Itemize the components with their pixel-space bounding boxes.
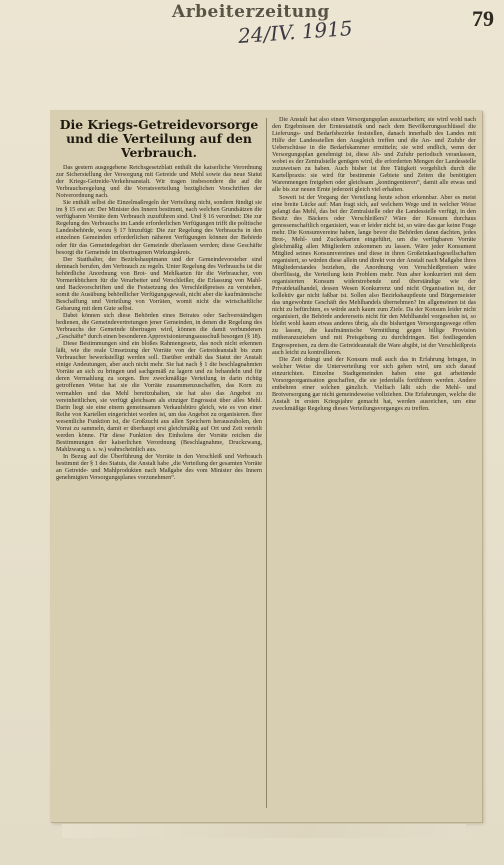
- right-paragraph-2: Soweit ist der Vorgang der Verteilung heute schon erkennbar. Aber es meist eine breite Lücke auf: Man fragt sich, auf welchem Wege und in welcher Weise gelangt das Mehl, das bei der Zentralstelle oder die Landesstelle verfügt, in den Besitz des Bäckers oder Verschleißers? Wäre der Konsum durchaus genossenschaftlich organisiert, was er leider nicht ist, so wäre das gar keine Frage mehr. Die Konsumvereine haben, lange bevor die Behörden daran dachten, jedes Brot-, Mehl- und Zuckerkarten eingeführt, um die verfügbaren Vorräte gleichmäßig allen Mitgliedern zukommen zu lassen. Wäre jeder Konsument Mitglied seines Konsumvereines und diese in ihren Großeinkaufsgesellschaften organisiert, so würden diese allein und direkt von der Anstalt nach Maßgabe ihres Mitgliederstandes beziehen, die Anordnung von Verschleißpreisen wäre überflüssig, die Verteilung kein Problem mehr. Nun aber konkurriert mit dem organisierten Konsum widerstrebende und überständige wie der Privatdetailhandel, dessen Wesen Konkurrenz und nicht Organisation ist, der kollektiv gar nicht faßbar ist. Sollen also Bezirkshauptleute und Bürgermeister das ungewohnte Geschäft des Mehlhandels übernehmen? Im allgemeinen ist das nicht zu befürchten, es würde auch kaum zum Ziele. Da der Konsum leider nicht organisiert, die Behörde andererseits nicht für den Mehlhandel vorgesehen ist, so bleibt wohl kaum etwas anderes übrig, als die bisherigen Versorgungswege offen zu lassen, die kaufmännische Vermittlung gegen billige Provision mitheranzuziehen und mit Preisgebung zu durchdringen. Bei festliegenden Engrospreisen, zu dem die Getreideanstalt die Ware abgibt, ist der Verschleißpreis auch leicht zu kontrollieren.: [272, 193, 476, 356]
- left-paragraph-3: Der Statthalter, der Bezirkshauptmann und der Gemeindevorsteher sind demnach berufen, den Verbrauch zu regeln. Unter Regelung des Verbrauchs ist die behördliche Anordnung von Brot- und Mehlkarten für die Verbraucher, von Vormerkbüchern für die Verarbeiter und Verschleißer, die Erlassung von Mahl- und Backvorschriften und die Festsetzung des Verschleißpreises zu verstehen, somit die Ausübung behördlicher Verfügungsgewalt, nicht aber die kaufmännische Beschaffung und Verteilung von Vorräten, womit nicht die wirtschaftliche Gebarung mit dem Gute selbst.: [56, 255, 262, 312]
- newspaper-masthead: Arbeiterzeitung: [172, 2, 330, 22]
- left-paragraph-4: Dabei können sich diese Behörden eines Beirates oder Sachverständigen bedienen, die Gemeindevertretungen jener Gemeinden, in denen die Regelung des Verbrauchs der Gemeinde übertragen wird, können die damit verbundenen „Geschäfte“ durch einen besonderen Approvisionierungsausschuß besorgen (§ 18).: [56, 311, 262, 341]
- newspaper-clipping: [50, 110, 482, 822]
- right-paragraph-3: Die Zeit drängt und der Konsum muß auch das in Erfahrung bringen, in welcher Weise die Unterverteilung vor sich gehen wird, um sich darauf einzurichten. Einzelne Stadtgemeinden haben eine gut arbeitende Vorsorgeorganisation geschaffen, die sie jedenfalls fortführen werden. Andere entbehren einer solchen gänzlich. Vielfach läßt sich die Mehl- und Brotversorgung gar nicht gemeindeweise vollziehen. Die Erfahrungen, welche die Anstalt in ersten Kriegsjahre gemacht hat, werden ausreichen, um eine zweckmäßige Regelung dieses Verteilungsvorganges zu treffen.: [272, 355, 476, 412]
- left-paragraph-2: Sie enthält selbst die Einzelmaßregeln der Verteilung nicht, sondern fündigt sie im § 15 erst an: Der Minister des Innern bestimmt, nach welchen Grundsätzen die verfügbaren Vorräte dem Verbrauch zuzuführen sind. Und § 16 verordnet: Die zur Regelung des Verbrauchs im Lande erforderlichen Verfügungen trifft die politische Landesbehörde, wozu § 17 hinzufügt: Die zur Regelung des Verbrauchs in den einzelnen Gemeinden erforderlichen näheren Verfügungen können der Behörde oder für das Gemeindegebiet der Gemeinde überlassen werden; diese Geschäfte besorgt die Gemeinde im übertragenen Wirkungskreis.: [56, 199, 262, 256]
- left-paragraph-1: Das gestern ausgegebene Reichsgesetzblatt enthält die kaiserliche Verordnung zur Sicherstellung der Versorgung mit Getreide und Mehl sowie das neue Statut der Kriegs-Getreide-Verkehrsanstalt. Wir tragen insbesondere die auf die Verbrauchsregelung und die Vorratsverteilung bezüglichen Vorschriften der Notverordnung nach.: [56, 164, 262, 200]
- article-right-column: [272, 116, 476, 586]
- article-left-column: [56, 116, 262, 816]
- column-divider: [266, 118, 267, 808]
- paper-strip: [62, 824, 466, 838]
- page-number: 79: [472, 6, 494, 31]
- left-paragraph-5: Diese Bestimmungen sind ein bloßes Rahmengesetz, das noch nicht erkennen läßt, wie die reale Umsetzung der Vorräte von der Getreideanstalt bis zum Verbraucher bewerkstelligt werden soll. Darüber enthält das Statut der Anstalt einige Andeutungen, aber auch nicht mehr. Sie hat nach § 1 die beschlagnahmten Vorräte an sich zu bringen und sachgemäß zu lagern und zu behandeln und für deren Vermahlung zu sorgen. Ihre zweckmäßige Verteilung in darin richtig getroffenen Weise hat sie die Vorräte zusammenzuschaffen, das Korn zu vermahlen und das Mehl bereitzuhalten, sie hat also das Angebot zu vereinheitlichen, sie verfügt gleichsam als einziger Engrossist über alles Mehl. Darin liegt sie eine einem gemeinsamen Verkaufsbüro gleich, wie es von einer Reihe von Kartellen eingerichtet worden ist, um das Angebot zu organisieren. Ihre wesentliche Funktion ist, die Großzucht aus allen Speichern herauszuholen, den Vorrat zu sammeln, damit er überhaupt erst gleichmäßig auf Ort und Zeit verteilt werden könne. Für diese Funktion des Einholens der Vorräte reichen die Bestimmungen der kaiserlichen Verordnung (Beschlagnahme, Druckzwang, Mahlzwang u. s. w.) wahrscheinlich aus.: [56, 340, 262, 453]
- right-paragraph-1: Die Anstalt hat also einen Versorgungsplan auszuarbeiten; sie wird wohl nach den Ergebnissen der Erntestatistik und nach dem Bevölkerungsschlüssel die Lieferungs- und Bedarfsbezirke feststellen, danach innerhalb des Landes mit Hilfe der Landesstellen den Ausgleich treffen und die An- und Zufuhr der Ueberschüsse in die Bedarfskammer ermitteln; sie wird endlich, wenn der Versorgungsplan genehmigt ist, diese Ab- und Zufuhr periodisch veranlassen, wobei es der Zentralstelle genügen wird, die erforderten Mengen der Landesstelle zuzuweisen zu haben. Auch bisher ist ihre Tätigkeit vorgeblich durch die Kartellpraxis: sie wird für bestimmte Gebiete und Zeiten die benötigten Warenmengen freigeben oder gleichsam „kontingentieren“, damit alle etwas und alle bis zur neuen Ernte jederzeit gleich viel erhalten.: [272, 116, 476, 194]
- article-headline: Die Kriegs-Getreidevorsorge und die Verteilung auf den Verbrauch.: [59, 117, 259, 160]
- handwritten-date: 24/IV. 1915: [237, 16, 354, 48]
- left-paragraph-6: In Bezug auf die Überführung der Vorräte in den Verschleiß und Verbrauch bestimmt der § 1 des Statuts, die Anstalt habe „die Verteilung der gesamten Vorräte an Getreide- und Mahlprodukten nach Maßgabe des vom Minister des Innern genehmigten Versorgungsplanes vorzunehmen“.: [56, 452, 262, 482]
